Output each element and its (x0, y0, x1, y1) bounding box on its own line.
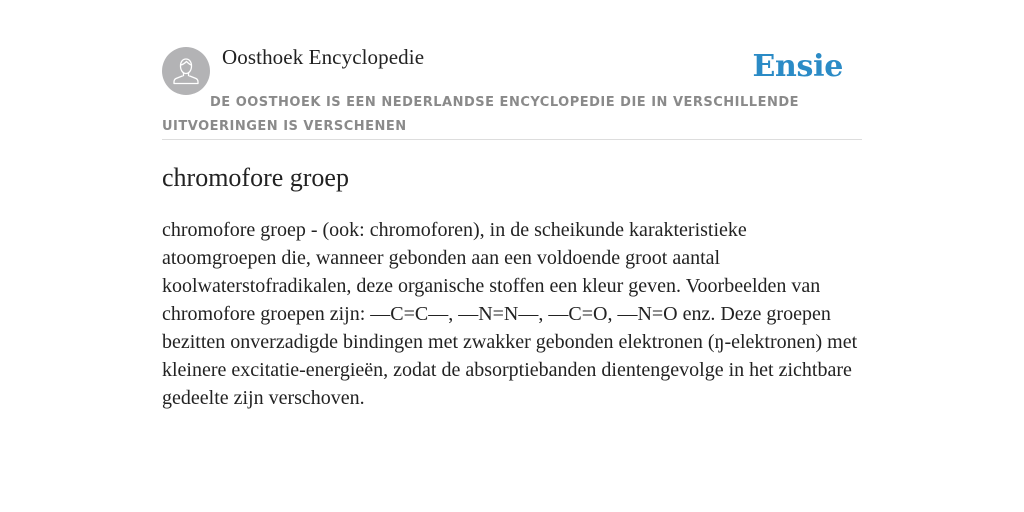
source-header (162, 40, 862, 140)
article-title: chromofore groep (162, 163, 349, 192)
source-tagline: DE OOSTHOEK IS EEN NEDERLANDSE ENCYCLOPEDIE DIE IN VERSCHILLENDE UITVOERINGEN IS VERSCHENEN (162, 95, 800, 134)
source-avatar[interactable] (162, 47, 210, 95)
article-body: chromofore groep - (ook: chromoforen), in de scheikunde karakteristieke atoomgroepen die, wanneer gebonden aan een voldoende groot aantal koolwaterstofradikalen, deze organische stoffen een kleur geven. Voorbeelden van chromofore groepen zijn: —C=C—, —N=N—, —C=O, —N=O enz. Deze groepen bezitten onverzadigde bindingen met zwakker gebonden elektronen (ŋ-elektronen) met kleinere excitatie-energieën, zodat de absorptiebanden dientengevolge in het zichtbare gedeelte zijn verschoven. (162, 219, 858, 409)
article (162, 160, 862, 412)
source-name[interactable]: Oosthoek Encyclopedie (222, 45, 425, 69)
user-icon (162, 47, 210, 95)
ensie-logo-link[interactable]: Ensie (752, 49, 843, 84)
